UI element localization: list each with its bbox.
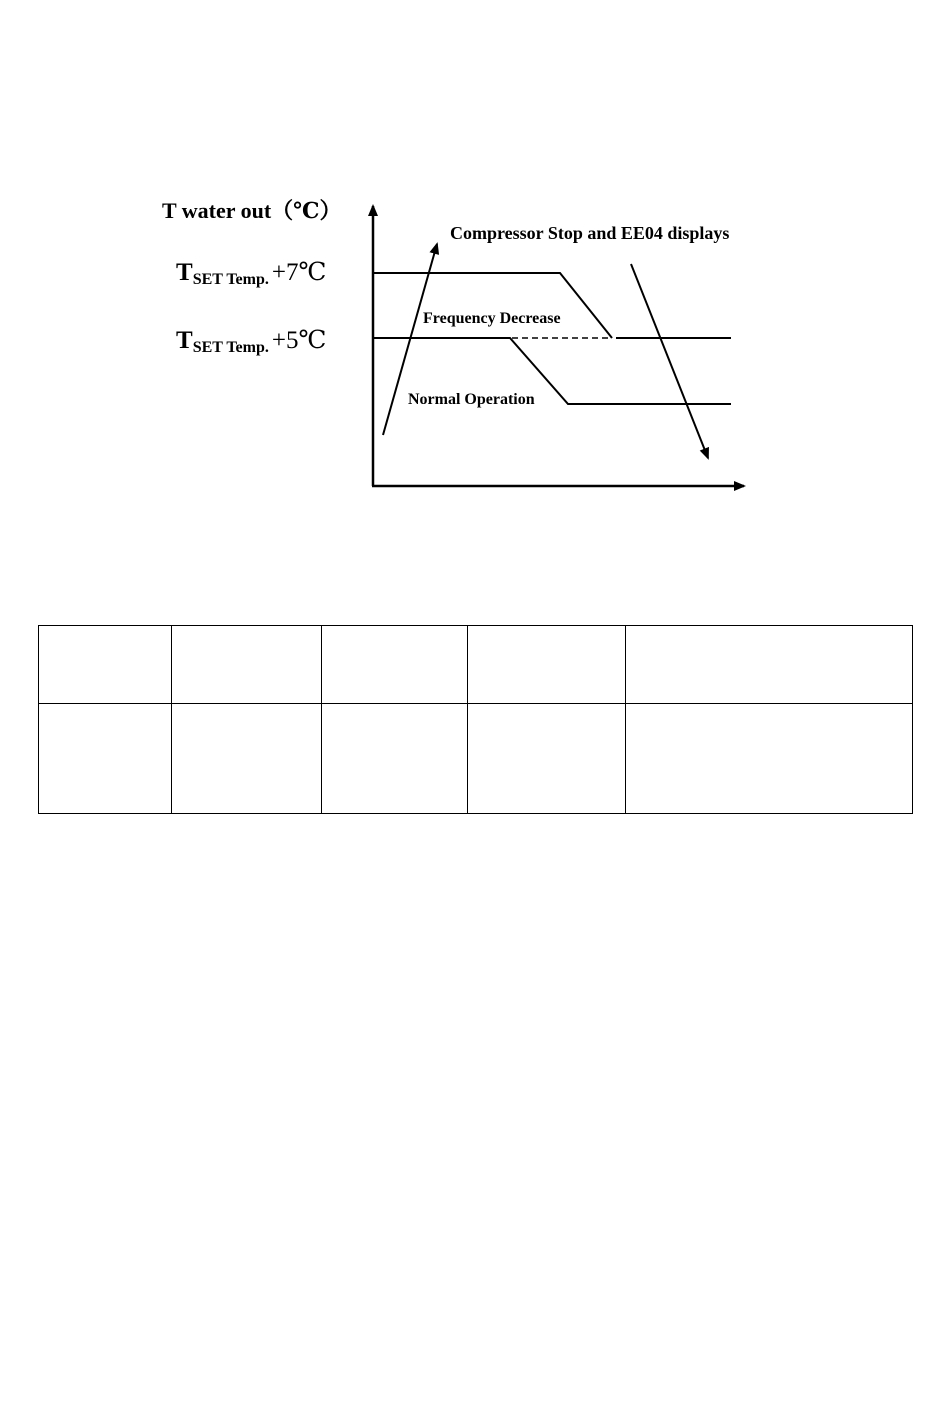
upper-threshold-sub: SET Temp.: [192, 271, 269, 288]
table-row: [39, 626, 913, 704]
normal-operation-annotation: Normal Operation: [408, 391, 535, 408]
table-cell: [39, 704, 172, 814]
table-row: [39, 704, 913, 814]
upper-threshold-label: [176, 259, 326, 288]
table-cell: [468, 626, 626, 704]
table-cell: [39, 626, 172, 704]
table-cell: [468, 704, 626, 814]
table-cell: [626, 626, 913, 704]
table-cell: [626, 704, 913, 814]
empty-table: [38, 625, 913, 814]
lower-threshold-label: [176, 327, 326, 356]
upper-threshold-line: [374, 273, 612, 338]
water-temperature-protection-diagram: [0, 0, 950, 520]
upper-threshold-main: T: [176, 259, 193, 286]
lower-threshold-value: +5℃: [271, 327, 327, 354]
frequency-decrease-annotation: Frequency Decrease: [423, 310, 561, 327]
upper-threshold-value: +7℃: [271, 259, 327, 286]
table-cell: [172, 704, 322, 814]
lower-threshold-sub: SET Temp.: [192, 339, 269, 356]
table-cell: [322, 626, 468, 704]
compressor-stop-annotation: Compressor Stop and EE04 displays: [450, 223, 730, 243]
y-axis-title: T water out（℃）: [162, 198, 342, 223]
falling-temperature-arrow: [631, 264, 708, 458]
table-cell: [322, 704, 468, 814]
lower-threshold-main: T: [176, 327, 193, 354]
table-cell: [172, 626, 322, 704]
